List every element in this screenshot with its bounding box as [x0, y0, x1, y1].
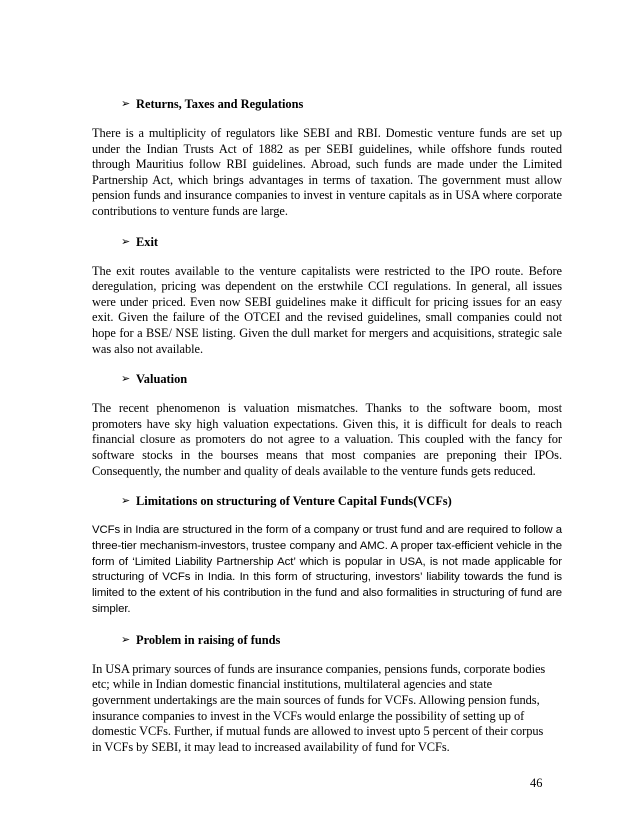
section-heading-text: Exit: [136, 234, 159, 249]
section-heading-text: Limitations on structuring of Venture Capital Funds(VCFs): [136, 494, 452, 509]
paragraph-returns-taxes: There is a multiplicity of regulators like SEBI and RBI. Domestic venture funds are set up under the Indian Trusts Act of 1882 as per SEBI guidelines, while offshore funds routed through Mauritius follow RBI guidelines. Abroad, such funds are made under the Limited Partnership Act, which brings advantages in terms of taxation. The government must allow pension funds and insurance companies to invest in venture capitals as in USA where corporate contributions to venture funds are large.: [92, 126, 562, 218]
page-number: 46: [530, 776, 543, 790]
paragraph-line: government undertakings are the main sources of funds for VCFs. Allowing pension funds,: [92, 693, 540, 708]
arrow-bullet-icon: ➢: [121, 495, 131, 508]
paragraph-line: insurance companies to invest in the VCFs would enlarge the possibility of setting up of: [92, 708, 525, 723]
paragraph-line: domestic VCFs. Further, if mutual funds are allowed to invest upto 5 percent of their corpus: [92, 724, 544, 739]
section-heading-text: Returns, Taxes and Regulations: [136, 97, 304, 111]
paragraph-exit: The exit routes available to the venture capitalists were restricted to the IPO route. Before deregulation, pricing was dependent on the erstwhile CCI regulations. In general, all issues were under priced. Even now SEBI guidelines make it difficult for pricing issues for an easy exit. Given the failure of the OTCEI and the revised guidelines, small companies could not hope for a BSE/ NSE listing. Given the dull market for mergers and acquisitions, strategic sale was also not available.: [92, 263, 562, 356]
paragraph-limitations-vcf: VCFs in India are structured in the form of a company or trust fund and are required to follow a three-tier mechanism-investors, trustee company and AMC. A proper tax-efficient vehicle in the form of ‘Limited Liability Partnership Act’ which is popular in USA, is not made applicable for structuring of VCFs in India. In this form of structuring, investors’ liability towards the fund is limited to the extent of his contribution in the fund and also formalities in structuring of fund are simpler.: [92, 524, 562, 616]
paragraph-valuation: The recent phenomenon is valuation mismatches. Thanks to the software boom, most promoters have sky high valuation expectations. Given this, it is difficult for deals to reach financial closure as promoters do not agree to a valuation. This coupled with the fancy for software stocks in the bourses means that most companies are preponing their IPOs. Consequently, the number and quality of deals available to the venture funds gets reduced.: [92, 401, 562, 478]
section-heading-valuation: [92, 371, 562, 387]
paragraph-raising-funds: [92, 662, 562, 756]
section-heading-text: Valuation: [136, 372, 188, 387]
arrow-bullet-icon: ➢: [121, 633, 131, 646]
paragraph-line: in VCFs by SEBI, it may lead to increased availability of fund for VCFs.: [92, 739, 450, 754]
paragraph-line: etc; while in Indian domestic financial institutions, multilateral agencies and state: [92, 677, 493, 692]
arrow-bullet-icon: ➢: [121, 235, 131, 248]
arrow-bullet-icon: ➢: [121, 98, 131, 110]
document-page: [92, 96, 562, 769]
section-heading-limitations-vcf: [92, 493, 562, 509]
arrow-bullet-icon: ➢: [121, 373, 131, 386]
paragraph-line: In USA primary sources of funds are insurance companies, pensions funds, corporate bodies: [92, 661, 546, 676]
section-heading-exit: [92, 234, 562, 250]
section-heading-text: Problem in raising of funds: [136, 632, 281, 647]
section-heading-returns-taxes: [92, 96, 562, 112]
section-heading-raising-funds: [92, 632, 562, 648]
